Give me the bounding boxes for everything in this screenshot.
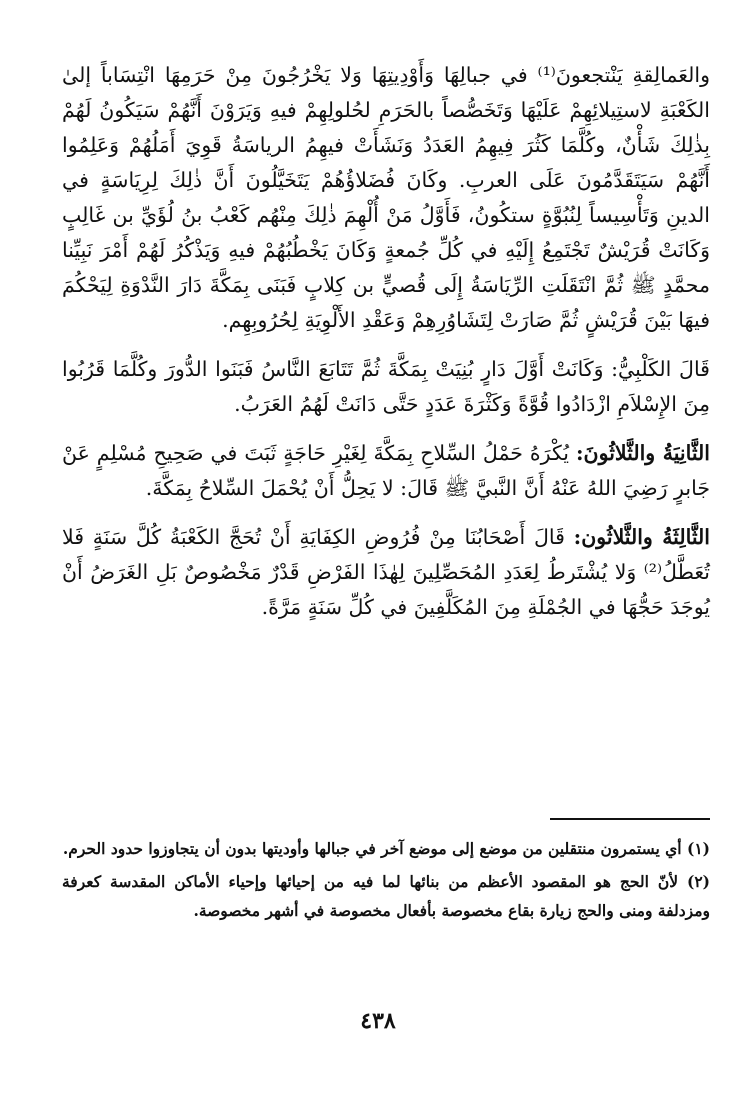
paragraph-thirty-third [62,520,710,625]
paragraph-kalbi-quote [62,352,710,422]
footnote-1: (١) أي يستمرون منتقلين من موضع إلى موضع آخر في جبالها وأوديتها بدون أن يتجاوزوا حدود الحرم. [62,839,710,858]
paragraph-text: قَالَ الكَلْبِيُّ: وَكَانَتْ أَوَّلَ دَارٍ بُنِيَتْ بِمَكَّةَ ثُمَّ تَتَابَعَ النَّاسُ فَبَنَوا الدُّورَ وكُلَّمَا قَرُبُوا مِنَ الإِسْلاَمِ ازْدَادُوا قُوَّةً وَكَثْرَةَ عَدَدٍ حَتَّى دَانَتْ لَهُمُ العَرَبُ. [62,357,710,416]
page-number: ٤٣٨ [360,1008,396,1034]
footnote-separator [550,818,710,820]
section-heading: الثَّالِثَةُ والثَّلاثُون: [573,525,710,549]
paragraph-quraysh-history [62,58,710,338]
section-heading: الثَّانِيَةُ والثَّلاثُونَ: [575,441,710,465]
paragraph-text: قَالَ أَصْحَابُنَا مِنْ فُرُوضِ الكِفَايَةِ أَنْ تُحَجَّ الكَعْبَةُ كُلَّ سَنَةٍ فَلا تُعَطَّلُ⁽²⁾ وَلا يُشْتَرطُ لِعَدَدِ المُحَصِّلِينَ لِهٰذَا الفَرْضِ قَدْرٌ مَخْصُوصٌ بَلِ الغَرَضُ أَنْ يُوجَدَ حَجُّهَا في الجُمْلَةِ مِنَ المُكَلَّفِينَ في كُلِّ سَنَةٍ مَرَّةً. [62,525,710,619]
footnotes [62,834,710,929]
paragraph-text: والعَمالِقةِ يَنْتجعونَ⁽¹⁾ في جبالِهَا وَأَوْدِيتِهَا وَلا يَخْرُجُونَ مِنْ حَرَمِهَا انْتِسَاباً إلىٰ الكَعْبَةِ لاستِيلائِهِمْ عَلَيْهَا وَتَخَصُّصاً بالحَرَمِ لحُلولِهِمْ فيهِ وَيَرَوْنَ أَنَّهُمْ سَيَكُونُ لَهُمْ بِذٰلِكَ شَأْنٌ، وكُلَّمَا كَثُرَ فِيهِمُ العَدَدُ وَنَشَأَتْ فيهِمُ الرياسَةُ قَوِيَ أَمَلُهُمْ وَعَلِمُوا أَنَّهُمْ سَيَتَقَدَّمُونَ عَلَى العربِ. وكَانَ فُضَلاؤُهُمْ يَتَخَيَّلُونَ أَنَّ ذٰلِكَ لِرِيَاسَةٍ في الدينِ وَتَأْسِيساً لِنُبُوَّةٍ ستكُونُ، فَأَوَّلُ مَنْ أُلْهِمَ ذٰلِكَ مِنْهُم كَعْبُ بنُ لُؤَيِّ بن غَالِبٍ وَكَانَتْ قُرَيْشٌ تَجْتَمِعُ إِلَيْهِ في كُلِّ جُمعةٍ وَكَانَ يَخْطُبُهُمْ فيهِ وَيَذْكُرُ لَهُمْ أَمْرَ نَبِيِّنا محمَّدٍ ﷺ ثُمَّ انْتَقَلَتِ الرِّيَاسَةُ إِلَى قُصيٍّ بن كِلابٍ فَبَنَى بِمَكَّةَ دَارَ النَّدْوَةِ لِيَحْكُمَ فيهَا بَيْنَ قُرَيْشٍ ثُمَّ صَارَتْ لِتَشَاوُرِهِمْ وَعَقْدِ الأَلْوِيَةِ لِحُرُوبِهِم. [62,63,710,332]
footnote-2: (٢) لأنّ الحج هو المقصود الأعظم من بنائها لما فيه من إحيائها وإحياء الأماكن المقدسة كعرفة ومزدلفة ومنى والحج زيارة بقاع مخصوصة بأفعال مخصوصة في أشهر مخصوصة. [62,872,710,920]
paragraph-thirty-second [62,436,710,506]
footnote-separator-area [62,818,710,820]
paragraph-text: يُكْرَهُ حَمْلُ السِّلاحِ بِمَكَّةَ لِغَيْرِ حَاجَةٍ ثَبَتَ في صَحِيحِ مُسْلِمٍ عَنْ جَابرٍ رَضِيَ اللهُ عَنْهُ أَنَّ النَّبيَّ ﷺ قَالَ: لا يَحِلُّ أَنْ يُحْمَلَ السِّلاحُ بِمَكَّةَ. [62,441,710,500]
main-text [62,58,710,639]
